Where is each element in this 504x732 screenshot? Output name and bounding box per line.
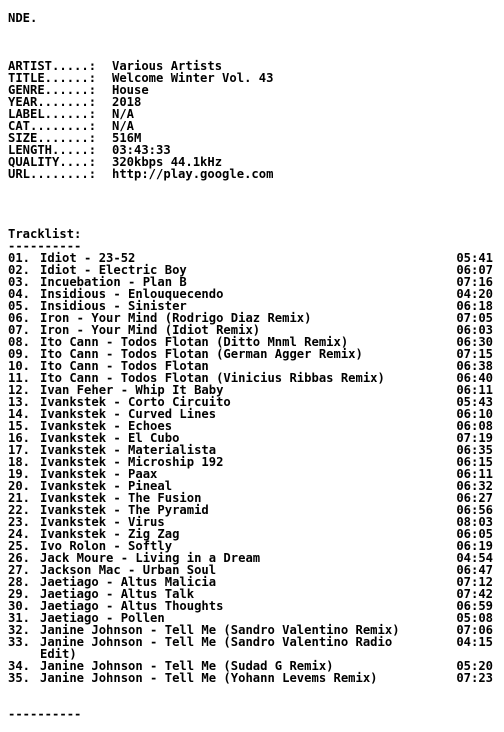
track-duration: 07:12 bbox=[456, 575, 493, 589]
track-number: 31. bbox=[8, 611, 31, 625]
info-value: House bbox=[112, 83, 149, 97]
track-row bbox=[8, 636, 496, 660]
track-number: 33. bbox=[8, 635, 31, 649]
track-duration: 06:27 bbox=[456, 491, 493, 505]
info-key: GENRE......: bbox=[8, 83, 97, 97]
tracklist-underline: ---------- bbox=[8, 240, 82, 252]
track-duration: 04:54 bbox=[456, 551, 493, 565]
info-key: URL........: bbox=[8, 167, 97, 181]
track-row bbox=[8, 672, 496, 684]
track-number: 28. bbox=[8, 575, 31, 589]
track-title: Ivankstek - Virus bbox=[40, 515, 165, 529]
track-number: 27. bbox=[8, 563, 31, 577]
track-duration: 06:11 bbox=[456, 383, 493, 397]
track-duration: 06:10 bbox=[456, 407, 493, 421]
track-number: 24. bbox=[8, 527, 31, 541]
info-value: N/A bbox=[112, 119, 135, 133]
info-key: CAT........: bbox=[8, 119, 97, 133]
track-title: Ito Cann - Todos Flotan (Ditto Mnml Remix) bbox=[40, 335, 349, 349]
track-number: 09. bbox=[8, 347, 31, 361]
track-duration: 05:43 bbox=[456, 395, 493, 409]
track-title: Incuebation - Plan B bbox=[40, 275, 187, 289]
track-duration: 05:41 bbox=[456, 251, 493, 265]
track-number: 35. bbox=[8, 671, 31, 685]
track-duration: 04:20 bbox=[456, 287, 493, 301]
tracklist-heading: Tracklist: bbox=[8, 228, 82, 240]
track-title: Janine Johnson - Tell Me (Sudad G Remix) bbox=[40, 659, 334, 673]
track-title: Janine Johnson - Tell Me (Yohann Levems Remix) bbox=[40, 671, 378, 685]
track-title: Ivankstek - Echoes bbox=[40, 419, 173, 433]
track-title: Insidious - Enlouquecendo bbox=[40, 287, 224, 301]
track-duration: 07:05 bbox=[456, 311, 493, 325]
info-value: 516M bbox=[112, 131, 142, 145]
track-duration: 08:03 bbox=[456, 515, 493, 529]
track-number: 16. bbox=[8, 431, 31, 445]
track-title: Jaetiago - Altus Thoughts bbox=[40, 599, 224, 613]
track-number: 08. bbox=[8, 335, 31, 349]
spacer bbox=[8, 216, 496, 228]
info-key: SIZE.......: bbox=[8, 131, 97, 145]
track-title: Ivankstek - El Cubo bbox=[40, 431, 180, 445]
spacer bbox=[8, 36, 496, 48]
info-row bbox=[8, 168, 496, 180]
spacer bbox=[8, 180, 496, 192]
track-number: 13. bbox=[8, 395, 31, 409]
track-number: 30. bbox=[8, 599, 31, 613]
track-duration: 06:47 bbox=[456, 563, 493, 577]
track-title: Ivankstek - Zig Zag bbox=[40, 527, 180, 541]
track-number: 34. bbox=[8, 659, 31, 673]
track-title: Janine Johnson - Tell Me (Sandro Valentino Remix) bbox=[40, 623, 400, 637]
info-value: 320kbps 44.1kHz bbox=[112, 155, 223, 169]
track-title: Ito Cann - Todos Flotan (German Agger Remix) bbox=[40, 347, 363, 361]
track-title: Ivankstek - Corto Circuito bbox=[40, 395, 231, 409]
track-duration: 06:35 bbox=[456, 443, 493, 457]
track-number: 11. bbox=[8, 371, 31, 385]
footer-divider: ---------- bbox=[8, 708, 82, 720]
track-number: 17. bbox=[8, 443, 31, 457]
track-duration: 07:16 bbox=[456, 275, 493, 289]
info-key: ARTIST.....: bbox=[8, 59, 97, 73]
track-duration: 07:06 bbox=[456, 623, 493, 637]
track-title: Ivo Rolon - Softly bbox=[40, 539, 173, 553]
track-title: Idiot - 23-52 bbox=[40, 251, 136, 265]
track-duration: 06:08 bbox=[456, 419, 493, 433]
track-title: Janine Johnson - Tell Me (Sandro Valentino Radio Edit) bbox=[40, 635, 393, 661]
track-number: 01. bbox=[8, 251, 31, 265]
track-title: Ivankstek - Pineal bbox=[40, 479, 173, 493]
track-title: Jaetiago - Altus Malicia bbox=[40, 575, 217, 589]
info-value: 2018 bbox=[112, 95, 142, 109]
track-number: 19. bbox=[8, 467, 31, 481]
track-duration: 07:15 bbox=[456, 347, 493, 361]
track-duration: 06:15 bbox=[456, 455, 493, 469]
track-title: Jackson Mac - Urban Soul bbox=[40, 563, 217, 577]
track-number: 21. bbox=[8, 491, 31, 505]
track-number: 04. bbox=[8, 287, 31, 301]
spacer bbox=[8, 192, 496, 204]
track-title: Idiot - Electric Boy bbox=[40, 263, 187, 277]
track-duration: 06:59 bbox=[456, 599, 493, 613]
info-value: Various Artists bbox=[112, 59, 223, 73]
info-key: QUALITY....: bbox=[8, 155, 97, 169]
track-number: 07. bbox=[8, 323, 31, 337]
track-title: Ivan Feher - Whip It Baby bbox=[40, 383, 224, 397]
spacer bbox=[8, 684, 496, 696]
track-duration: 07:19 bbox=[456, 431, 493, 445]
track-title: Ito Cann - Todos Flotan (Vinicius Ribbas Remix) bbox=[40, 371, 385, 385]
track-number: 02. bbox=[8, 263, 31, 277]
info-value: http://play.google.com bbox=[112, 167, 274, 181]
track-duration: 06:11 bbox=[456, 467, 493, 481]
track-number: 22. bbox=[8, 503, 31, 517]
track-number: 15. bbox=[8, 419, 31, 433]
info-key: YEAR.......: bbox=[8, 95, 97, 109]
track-duration: 06:56 bbox=[456, 503, 493, 517]
track-number: 03. bbox=[8, 275, 31, 289]
info-value: N/A bbox=[112, 107, 135, 121]
nfo-document bbox=[8, 12, 496, 720]
track-duration: 07:42 bbox=[456, 587, 493, 601]
track-duration: 06:32 bbox=[456, 479, 493, 493]
track-number: 14. bbox=[8, 407, 31, 421]
info-key: LENGTH.....: bbox=[8, 143, 97, 157]
info-value: Welcome Winter Vol. 43 bbox=[112, 71, 274, 85]
track-number: 12. bbox=[8, 383, 31, 397]
track-duration: 06:30 bbox=[456, 335, 493, 349]
track-number: 32. bbox=[8, 623, 31, 637]
track-duration: 06:18 bbox=[456, 299, 493, 313]
track-title: Iron - Your Mind (Rodrigo Diaz Remix) bbox=[40, 311, 312, 325]
spacer bbox=[8, 24, 496, 36]
spacer bbox=[8, 204, 496, 216]
track-duration: 06:38 bbox=[456, 359, 493, 373]
track-number: 23. bbox=[8, 515, 31, 529]
track-number: 26. bbox=[8, 551, 31, 565]
track-number: 18. bbox=[8, 455, 31, 469]
track-duration: 07:23 bbox=[456, 671, 493, 685]
track-title: Jaetiago - Pollen bbox=[40, 611, 165, 625]
track-number: 29. bbox=[8, 587, 31, 601]
track-duration: 06:07 bbox=[456, 263, 493, 277]
info-key: LABEL......: bbox=[8, 107, 97, 121]
info-value: 03:43:33 bbox=[112, 143, 171, 157]
track-title: Ivankstek - Curved Lines bbox=[40, 407, 217, 421]
release-info bbox=[8, 60, 496, 180]
track-title: Jaetiago - Altus Talk bbox=[40, 587, 195, 601]
track-title: Ivankstek - Paax bbox=[40, 467, 158, 481]
info-key: TITLE......: bbox=[8, 71, 97, 85]
track-title: Ivankstek - The Fusion bbox=[40, 491, 202, 505]
track-title: Insidious - Sinister bbox=[40, 299, 187, 313]
track-number: 10. bbox=[8, 359, 31, 373]
track-duration: 05:08 bbox=[456, 611, 493, 625]
track-number: 05. bbox=[8, 299, 31, 313]
release-tag: NDE. bbox=[8, 12, 38, 24]
track-title: Ivankstek - Microship 192 bbox=[40, 455, 224, 469]
track-number: 06. bbox=[8, 311, 31, 325]
track-number: 20. bbox=[8, 479, 31, 493]
track-title: Ito Cann - Todos Flotan bbox=[40, 359, 209, 373]
track-number: 25. bbox=[8, 539, 31, 553]
track-title: Jack Moure - Living in a Dream bbox=[40, 551, 261, 565]
track-duration: 06:40 bbox=[456, 371, 493, 385]
track-title: Iron - Your Mind (Idiot Remix) bbox=[40, 323, 261, 337]
track-duration: 06:05 bbox=[456, 527, 493, 541]
spacer bbox=[8, 696, 496, 708]
track-duration: 06:19 bbox=[456, 539, 493, 553]
track-duration: 05:20 bbox=[456, 659, 493, 673]
track-title: Ivankstek - The Pyramid bbox=[40, 503, 209, 517]
track-duration: 04:15 bbox=[456, 635, 493, 649]
track-duration: 06:03 bbox=[456, 323, 493, 337]
track-list bbox=[8, 252, 496, 684]
track-title: Ivankstek - Materialista bbox=[40, 443, 217, 457]
